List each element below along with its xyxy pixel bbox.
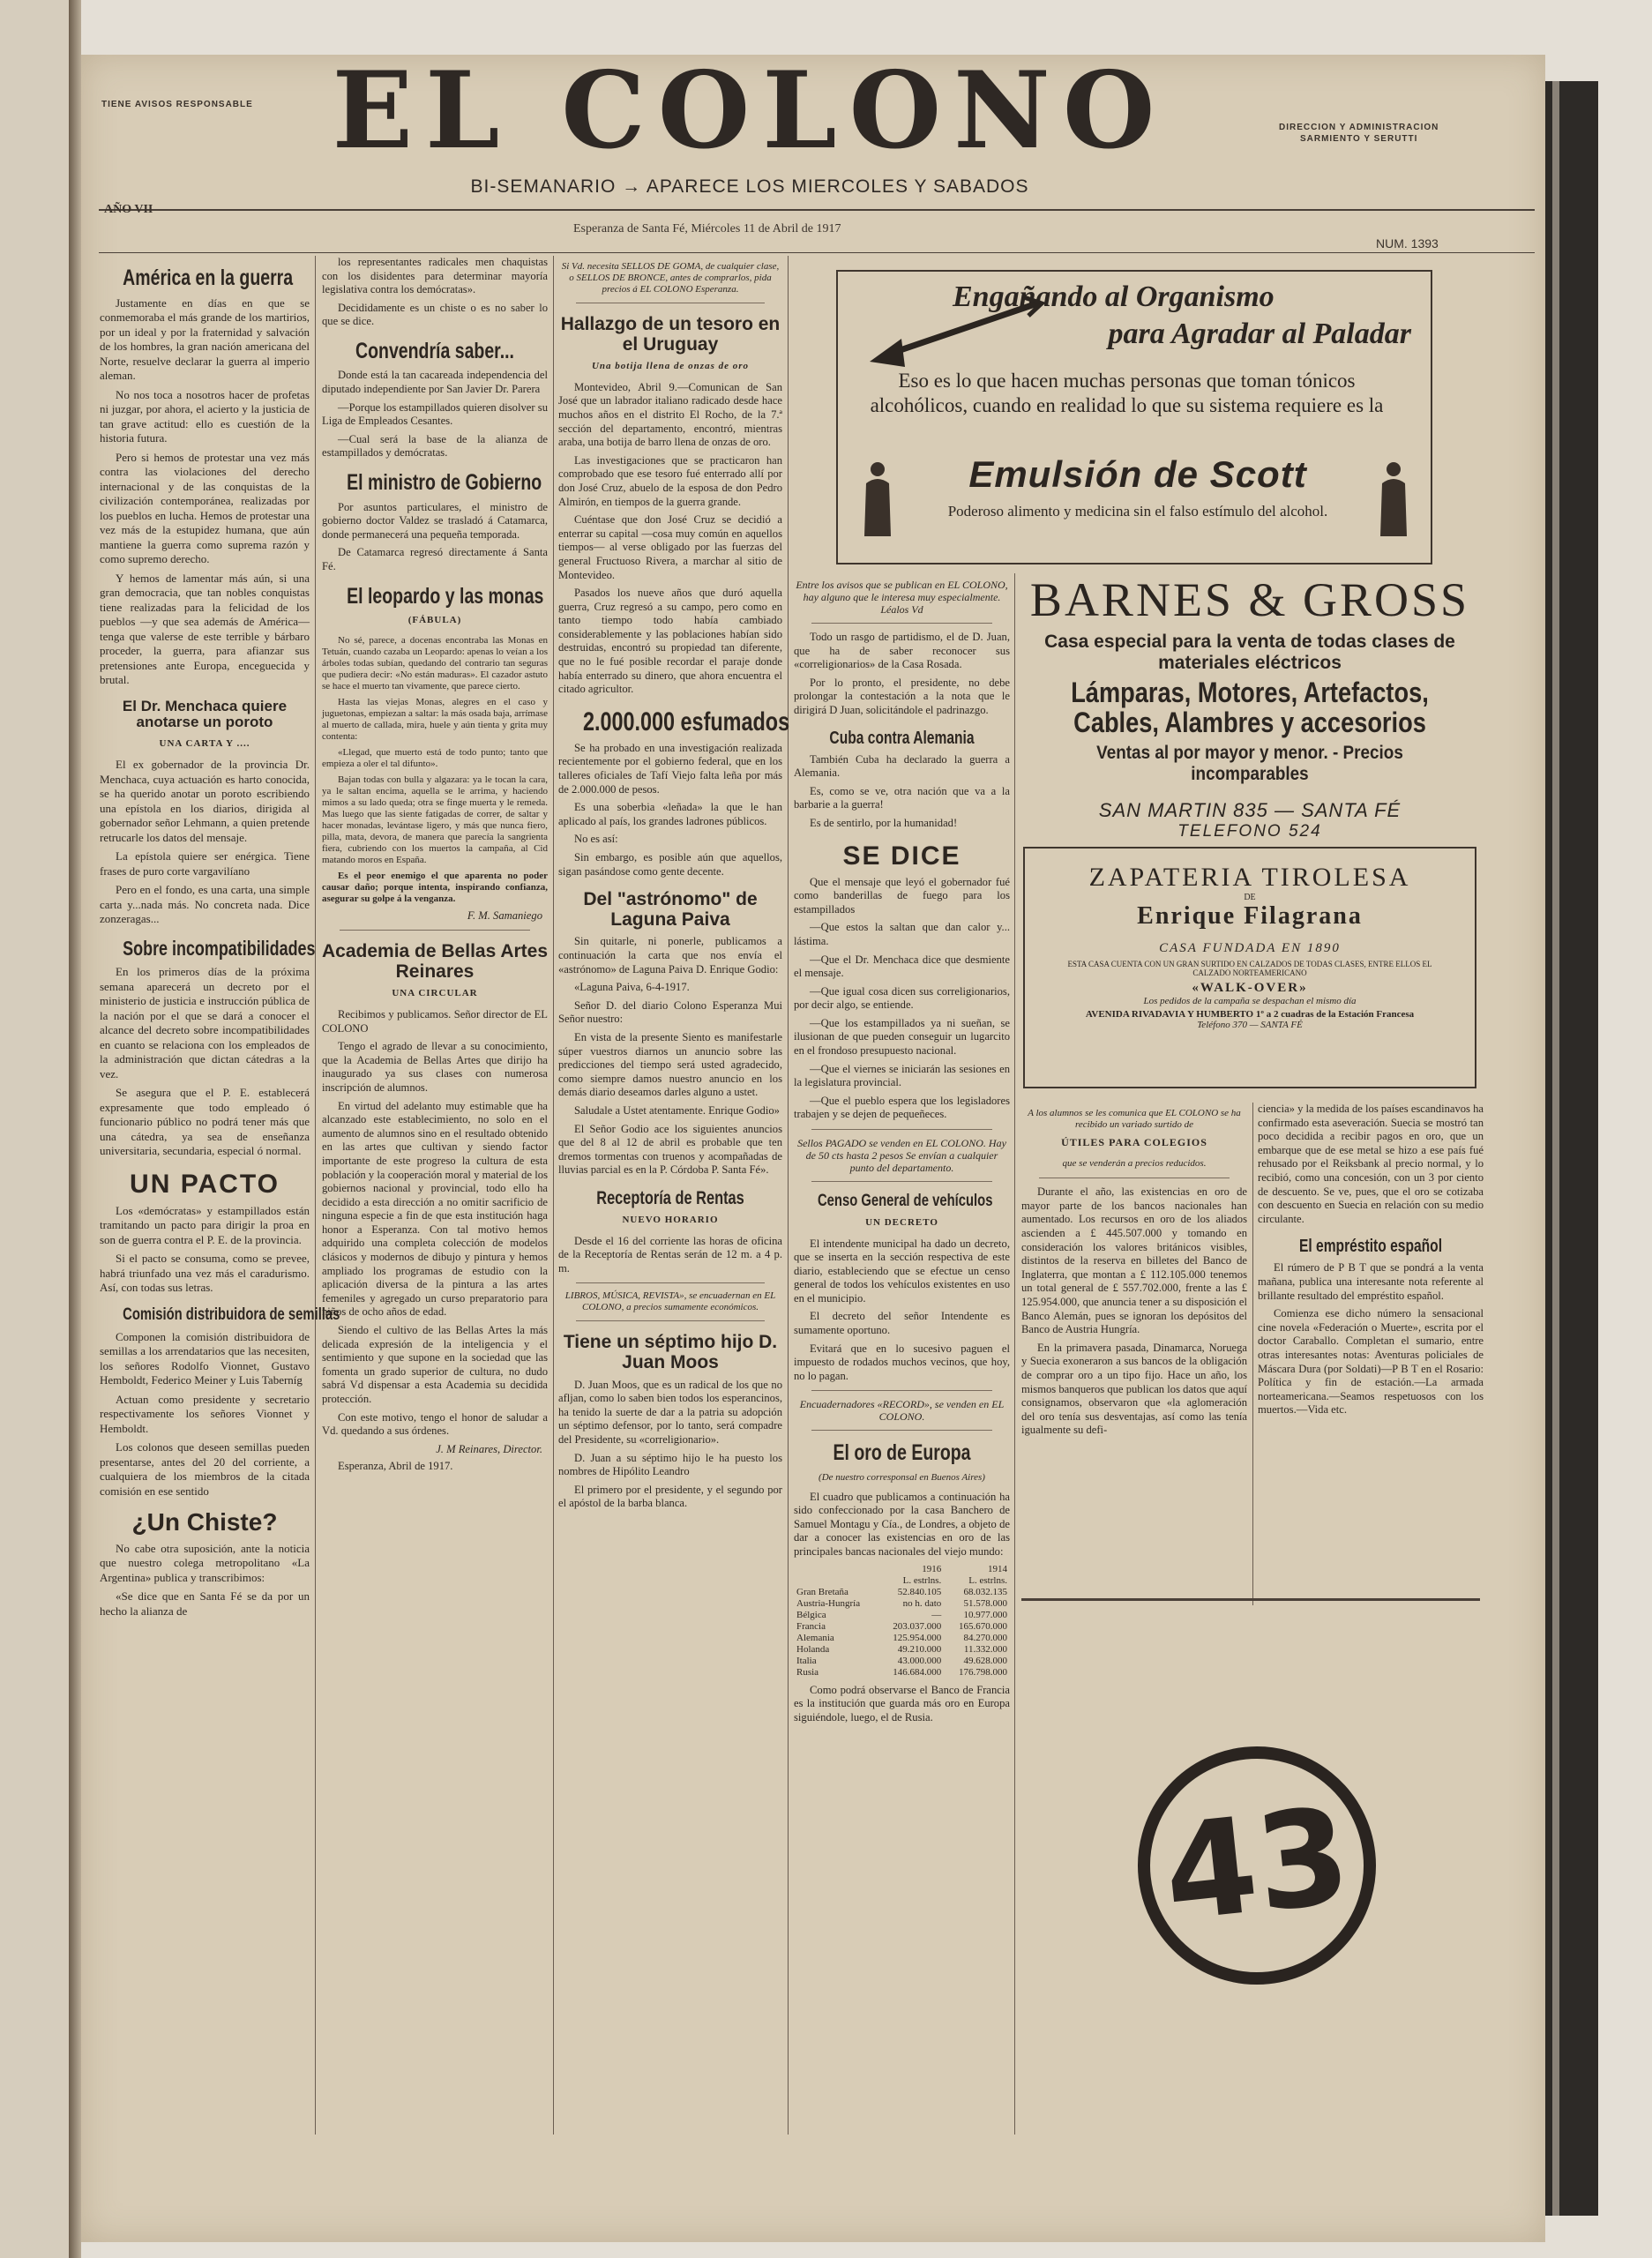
ad-body: ESTA CASA CUENTA CON UN GRAN SURTIDO EN CALZADOS DE TODAS CLASES, ENTRE ELLOS EL CALZADO NORTEAMERICANO bbox=[1067, 960, 1432, 977]
headline: 2.000.000 esfumados bbox=[582, 707, 790, 736]
headline: Comisión distribuidora de semillas bbox=[123, 1305, 340, 1324]
article-text: Con este motivo, tengo el honor de saludar a Vd. quedando a sus órdenes. bbox=[322, 1410, 548, 1438]
ad-founded: CASA FUNDADA EN 1890 bbox=[1159, 941, 1341, 955]
table-cell: 203.037.000 bbox=[893, 1620, 942, 1632]
signature: J. M Reinares, Director. bbox=[436, 1442, 542, 1455]
article-text: Esperanza, Abril de 1917. bbox=[338, 1460, 453, 1473]
ad-headline: Engañando al Organismo bbox=[953, 280, 1275, 313]
article-text: Se ha probado en una investigación realizada recientemente por el gobierno federal, que en los talleres oficiales de Tafí Viejo falta leña por más de 2.000.000 de pesos. bbox=[558, 741, 782, 796]
table-cell: Alemania bbox=[796, 1632, 834, 1643]
archive-stamp: 43 bbox=[1126, 1735, 1388, 1997]
table-cell: 1916 bbox=[922, 1563, 942, 1574]
divider bbox=[811, 1430, 992, 1431]
article-text: El decreto del señor Intendente es sumamente oportuno. bbox=[794, 1310, 1010, 1337]
divider bbox=[811, 1390, 992, 1391]
article-text: —Que los estampillados ya ni sueñan, se ilusionan de que pueden conseguir un lugarcito en el frondoso presupuesto nacional. bbox=[794, 1016, 1010, 1058]
table-row bbox=[794, 1610, 1010, 1621]
issue-number: NUM. 1393 bbox=[1376, 236, 1439, 250]
article-text: Tengo el agrado de llevar a su conocimiento, que la Academia de Bellas Artes que dirijo ha inaugurado ya sus clases con numerosa inscripción de alumnos. bbox=[322, 1040, 548, 1094]
divider bbox=[811, 1181, 992, 1182]
article-text: «Laguna Paiva, 6-4-1917. bbox=[574, 981, 690, 994]
ad-body: Los pedidos de la campaña se despachan el mismo día bbox=[1143, 996, 1357, 1006]
article-text: Las investigaciones que se practicaron han comprobado que ese tesoro fué enterrado allí por don José Cruz, abuelo de la esposa de don Pedro Almirón, en tiempos de la guerra grande. bbox=[558, 453, 782, 508]
table-cell: Austria-Hungría bbox=[796, 1597, 861, 1609]
ad-brand-walkover: «WALK-OVER» bbox=[1192, 981, 1308, 995]
table-cell: Bélgica bbox=[796, 1609, 826, 1620]
table-row bbox=[794, 1644, 1010, 1656]
ad-body: Ventas al por mayor y menor. - Precios incomparables bbox=[1096, 743, 1403, 784]
small-ad: que se venderán a precios reducidos. bbox=[1062, 1157, 1207, 1169]
masthead-left-note: TIENE AVISOS RESPONSABLE bbox=[101, 100, 253, 109]
table-row bbox=[794, 1667, 1010, 1679]
table-cell: 1914 bbox=[988, 1563, 1007, 1574]
table-cell: 176.798.000 bbox=[959, 1666, 1007, 1678]
subheadline: UNA CARTA Y .... bbox=[159, 737, 250, 749]
table-cell: Italia bbox=[796, 1655, 817, 1666]
article-text: —Que el pueblo espera que los legisladores trabajen y se dejen de pequeñeces. bbox=[794, 1094, 1010, 1121]
figure-icon bbox=[1372, 457, 1416, 545]
table-cell: L. estrlns. bbox=[968, 1574, 1007, 1586]
column-1 bbox=[100, 256, 340, 2135]
small-ad: Sellos PAGADO se venden en EL COLONO. Hay de 50 cts hasta 2 pesos Se envían a cualquier punto del departamento. bbox=[797, 1137, 1006, 1175]
zapateria-tirolesa-ad bbox=[1023, 847, 1476, 1088]
article-text: El Señor Godio ace los siguientes anuncios que del 8 al 12 de abril es probable que ten dremos tormentas con truenos y acompañadas de lluvias parcial es en la P. Córdoba P. Santa Fé». bbox=[558, 1122, 782, 1177]
arrow-icon bbox=[852, 293, 1055, 372]
article-text: —Que estos la saltan que dan calor y... lástima. bbox=[794, 921, 1010, 947]
ad-phone: TELEFONO 524 bbox=[1177, 822, 1322, 841]
fisherman-icon bbox=[856, 457, 900, 545]
divider bbox=[811, 623, 992, 624]
table-cell: 84.270.000 bbox=[963, 1632, 1007, 1643]
small-ad: A los alumnos se les comunica que EL COLONO se ha recibido un variado surtido de bbox=[1028, 1108, 1241, 1130]
article-text: ciencia» y la medida de los países escandinavos ha confirmado esta aseveración. Suecia se mostró tan poco decidida a recibir pagos en oro, que un embarque que de ese metal se hizo a ese país fué rehusado por el Reiksbank al precio normal, y lo recibió, como una concesión, con un 3 por ciento de descuento. Se ve, pues, que el oro se cotizaba con descuento en Suecia en relación con su medio circulante. bbox=[1258, 1103, 1484, 1225]
headline: Censo General de vehículos bbox=[817, 1192, 993, 1211]
article-text: Recibimos y publicamos. Señor director de EL COLONO bbox=[322, 1007, 548, 1035]
barnes-gross-ad bbox=[1020, 573, 1479, 841]
article-text: Desde el 16 del corriente las horas de oficina de la Receptoría de Rentas serán de 12 m. a 4 p. m. bbox=[558, 1234, 782, 1275]
article-text: Como podrá observarse el Banco de Francia es la institución que guarda más oro en Europa siguiéndole, luego, el de Rusia. bbox=[794, 1683, 1010, 1723]
table-cell bbox=[794, 1564, 878, 1575]
article-text: Si el pacto se consuma, como se prevee, habrá triunfado una vez más el caradurismo. Así, con todas sus letras. bbox=[100, 1252, 310, 1295]
article-text: Evitará que en lo sucesivo paguen el impuesto de rodados muchos vecinos, que hoy, no lo pagan. bbox=[794, 1342, 1010, 1382]
table-row bbox=[794, 1656, 1010, 1667]
divider bbox=[576, 1282, 765, 1283]
ad-owner: Enrique Filagrana bbox=[1137, 902, 1363, 930]
column-rule bbox=[1252, 1103, 1253, 1605]
fable-text: Bajan todas con bulla y algazara: ya le tocan la cara, ya le saltan encima, aquella se le arrima, y haciendo mimos a su lado queda; otra se finge muerta y le remeda. Mas luego que las siente fatigadas de correr, de saltar y hacer monadas, levántase ligero, y más que nunca fiero, pilla, mata, devora, de manera que parecía la sangrienta fiera, cubriendo con los muertos la campaña, al Cid matando moros en España. bbox=[322, 774, 548, 865]
article-text: Es una soberbia «leñada» la que le han aplicado al país, los grandes ladrones públicos. bbox=[558, 801, 782, 827]
ad-brand: BARNES & GROSS bbox=[1029, 573, 1470, 626]
book-gutter bbox=[69, 0, 81, 2258]
article-text: —Porque los estampillados quieren disolver su Liga de Empleados Cesantes. bbox=[322, 400, 548, 428]
headline: ¿Un Chiste? bbox=[131, 1508, 278, 1536]
ad-products: Lámparas, Motores, Artefactos, Cables, Alambres y accesorios bbox=[1071, 677, 1429, 738]
article-text: Componen la comisión distribuidora de semillas a los arrendatarios que las necesiten, los señores Rodolfo Vionnet, Gustavo Hemboldt, Federico Meiner y Luis Taberníg bbox=[100, 1329, 310, 1387]
headline: El empréstito español bbox=[1298, 1237, 1443, 1257]
ad-brand: ZAPATERIA TIROLESA bbox=[1088, 863, 1411, 892]
headline: El oro de Europa bbox=[833, 1440, 971, 1466]
article-text: Por asuntos particulares, el ministro de gobierno doctor Valdez se trasladó á Catamarca, donde permanecerá una pequeña temporada. bbox=[322, 500, 548, 541]
table-cell: 146.684.000 bbox=[893, 1666, 942, 1678]
headline: Academia de Bellas Artes Reinares bbox=[322, 941, 549, 983]
table-row bbox=[794, 1633, 1010, 1644]
table-row bbox=[794, 1621, 1010, 1633]
headline: Receptoría de Rentas bbox=[596, 1187, 744, 1208]
scott-emulsion-ad bbox=[836, 270, 1432, 564]
small-ad: LIBROS, MÚSICA, REVISTA», se encuadernan en EL COLONO, a precios sumamente económicos. bbox=[564, 1290, 776, 1313]
headline: UN PACTO bbox=[130, 1169, 280, 1199]
subheadline: (De nuestro corresponsal en Buenos Aires) bbox=[819, 1471, 985, 1483]
article-text: Es de sentirlo, por la humanidad! bbox=[810, 816, 958, 829]
subheadline: (FÁBULA) bbox=[407, 615, 462, 625]
headline: Cuba contra Alemania bbox=[829, 728, 975, 748]
column-rule bbox=[1014, 573, 1015, 2135]
table-cell: L. estrlns. bbox=[902, 1574, 942, 1586]
column-rule bbox=[788, 256, 789, 2135]
article-text: De Catamarca regresó directamente á Santa Fé. bbox=[322, 546, 548, 572]
fable-text: No sé, parece, a docenas encontraba las Monas en Tetuán, cuando cazaba un Leopardo: apenas lo veían a los árboles todas subían, quedando del contrario tan seguras que pudiera decir: «No están maduras». El cazador astuto se hace el muerto tan vivamente, que parece cierto. bbox=[322, 634, 548, 692]
ad-brand: Emulsión de Scott bbox=[968, 453, 1307, 495]
article-text: No es así: bbox=[574, 833, 618, 846]
table-cell: 49.210.000 bbox=[897, 1643, 942, 1655]
ad-phone: Teléfono 370 — SANTA FÉ bbox=[1197, 1020, 1303, 1030]
article-text: En vista de la presente Siento es manifestarle súper vuestros diarnos un anuncio sobre las predicciones del tiempo será usted agradecido, como siempre damos nuestro anuncio en los demás diario deseamos darles alguno a ustet. bbox=[558, 1030, 782, 1099]
table-cell: Rusia bbox=[796, 1666, 819, 1678]
column-2 bbox=[322, 256, 548, 2135]
article-text: En la primavera pasada, Dinamarca, Noruega y Suecia exoneraron a sus bancos de la obligación de comprar oro a un tipo fijo. Hace un año, los mismos banqueros que publican los datos que aquí consignamos, observaron que «la aglomeración del oro tenía sus desventajas, así como las tenía igualmente su defi- bbox=[1021, 1341, 1247, 1437]
column-3 bbox=[558, 256, 790, 2135]
article-text: Y hemos de lamentar más aún, si una gran democracia, que tan nobles conquistas tiene realizadas para la felicidad de los pueblos —y que sea además de América— tenga que valerse de este terrible y bárbaro proceder, la guerra, para afianzar sus pretensiones ante Europa, enceguecida y brutal. bbox=[100, 571, 310, 686]
table-cell: 125.954.000 bbox=[893, 1632, 942, 1643]
ad-address: SAN MARTIN 835 — SANTA FÉ bbox=[1098, 799, 1402, 821]
article-text: La epístola quiere ser enérgica. Tiene frases de puro corte vargavilíano bbox=[100, 849, 310, 878]
article-text: Los «demócratas» y estampillados están tramitando un pacto para dirigir la proa en son de guerra contra el P. E. de la provincia. bbox=[100, 1203, 310, 1246]
article-text: En virtud del adelanto muy estimable que ha alcanzado este establecimiento, no solo en el aumento de alumnos sino en el resultado obtenido en las artes que cultivan y siendo factor importante de este progreso la cultura de esta población y la cooperación moral y material de los gobiernos nacional y provincial, todo ello ha decidido a esta dirección a no omitir sacrificio de ninguna especie a fin de que esta institución haga honor a Esperanza. Con tal motivo hemos adquirido una completa colección de modelos clásicos y modernos de dibujo y pintura y hemos ampliado los programas de estudio con la aplicación diversa de la pintura a las artes femeniles y agregado un curso preparatorio para niños de ocho años de edad. bbox=[322, 1099, 548, 1319]
table-header bbox=[794, 1564, 1010, 1575]
article-text: Durante el año, las existencias en oro de mayor parte de los bancos nacionales han aumentado. Los recursos en oro de los aliados ascienden a £ 445.507.000 y tomando en consideración los valores británicos visibles, distintos de la reserva en billetes del Banco de Inglaterra, que montan a £ 112.105.000 tenemos un total general de £ 557.702.000, frente a las £ 125.954.000, que anuncia tener a su disposición el Banco Alemán, pues se ignoran los depósitos del Banco de Austria Hungría. bbox=[1021, 1185, 1247, 1336]
small-ad: Si Vd. necesita SELLOS DE GOMA, de cualquier clase, o SELLOS DE BRONCE, antes de comprarlos, pida precios á EL COLONO Esperanza. bbox=[561, 261, 780, 295]
binding-edge bbox=[1552, 81, 1559, 2216]
article-text: Saludale a Ustet atentamente. Enrique Godio» bbox=[574, 1103, 780, 1117]
article-text: Por lo pronto, el presidente, no debe prolongar la contestación a la nota que le dirigirá D Juan, solicitándole el padrinazgo. bbox=[794, 676, 1010, 716]
table-cell: 165.670.000 bbox=[959, 1620, 1007, 1632]
article-text: Es, como se ve, otra nación que va a la barbarie a la guerra! bbox=[794, 784, 1010, 811]
table-cell: Holanda bbox=[796, 1643, 830, 1655]
table-cell: Francia bbox=[796, 1620, 826, 1632]
small-ad: Encuadernadores «RECORD», se venden en EL COLONO. bbox=[799, 1398, 1005, 1424]
article-text: En los primeros días de la próxima semana aparecerá un decreto por el ministerio de justicia e instrucción pública de la nación por el que se dará a conocer el alcance del decreto sobre incompatibilidades en cuanto se relaciona con los empleados de la administración que dictan cátedras a la vez. bbox=[100, 965, 310, 1080]
table-cell: 68.032.135 bbox=[963, 1586, 1007, 1597]
signature: F. M. Samaniego bbox=[467, 908, 542, 922]
table-cell: 43.000.000 bbox=[897, 1655, 942, 1666]
headline: SE DICE bbox=[842, 841, 961, 871]
article-text: Sin quitarle, ni ponerle, publicamos a continuación la carta que nos envía el «astrónomo» de Laguna Paiva D. Enrique Godio: bbox=[558, 935, 782, 976]
divider bbox=[576, 1320, 765, 1321]
article-text: El ex gobernador de la provincia Dr. Menchaca, cuya actuación es harto conocida, se ha querido anotar un poroto escribiendo una epístola en los diarios, dirigida al gobernador señor Lehmann, a quien pretende retrucarle los datos del mensaje. bbox=[100, 758, 310, 844]
headline: América en la guerra bbox=[123, 265, 294, 290]
table-cell: 52.840.105 bbox=[897, 1586, 942, 1597]
headline: El leopardo y las monas bbox=[347, 583, 544, 609]
table-cell: 51.578.000 bbox=[963, 1597, 1007, 1609]
article-text: Pasados los nueve años que duró aquella guerra, Cruz regresó a su campo, pero como en tanto tiempo todo había cambiado considerablemente y las poblaciones habían sido destruidas, encontró su propiedad tan diferente, que no le fué posible recordar el paraje donde había enterrado su dinero, que ahora encuentra el citado agricultor. bbox=[558, 587, 782, 696]
masthead-rule-top bbox=[99, 209, 1535, 211]
headline: El ministro de Gobierno bbox=[347, 470, 542, 496]
table-cell: 10.977.000 bbox=[963, 1609, 1007, 1620]
divider bbox=[811, 1129, 992, 1130]
article-text: El rúmero de P B T que se pondrá a la venta mañana, publica una interesante nota referente al brillante resultado del empréstito español. bbox=[1258, 1261, 1484, 1302]
ad-body: Eso es lo que hacen muchas personas que toman tónicos alcohólicos, cuando en realidad lo que su sistema requiere es la bbox=[870, 370, 1384, 416]
article-text: No nos toca a nosotros hacer de profetas ni juzgar, por ahora, el acierto y la justicia de tan grave actitud: ello es cuestión de la historia futura. bbox=[100, 387, 310, 445]
article-text: Sin embargo, es posible aún que aquellos, sigan pasándose como gente decente. bbox=[558, 851, 782, 878]
gold-reserves-table bbox=[794, 1564, 1010, 1679]
article-text: Donde está la tan cacareada independencia del diputado independiente por San Javier Dr. Parera bbox=[322, 369, 548, 396]
article-text: Siendo el cultivo de las Bellas Artes la más delicada expresión de la inteligencia y el sentimiento y que supone en la sociedad que las fomenta un grado superior de cultura, no dudo sabrá Vd dispensar a esta Academia su decidida protección. bbox=[322, 1324, 548, 1405]
table-cell: 11.332.000 bbox=[963, 1643, 1007, 1655]
issue-year: AÑO VII bbox=[104, 203, 153, 216]
newspaper-subtitle: BI-SEMANARIO → APARECE LOS MIERCOLES Y SABADOS bbox=[470, 176, 1029, 197]
subheadline: NUEVO HORARIO bbox=[622, 1214, 719, 1225]
article-text: No cabe otra suposición, ante la noticia que nuestro colega metropolitano «La Argentina» publica y transcribimos: bbox=[100, 1541, 310, 1584]
column-rule bbox=[315, 256, 316, 2135]
article-text: Justamente en días en que se conmemoraba el más grande de los martirios, por un ideal y por la fraternidad y salvación de los hombres, la gran nación americana del Norte, resuelve declarar la guerra al imperio aleman. bbox=[100, 295, 310, 382]
small-ad-headline: ÚTILES PARA COLEGIOS bbox=[1061, 1136, 1207, 1148]
masthead-right-note: DIRECCION Y ADMINISTRACION SARMIENTO Y SERUTTI bbox=[1279, 123, 1439, 144]
table-header bbox=[794, 1575, 1010, 1587]
headline: Tiene un séptimo hijo D. Juan Moos bbox=[563, 1332, 778, 1373]
newspaper-title: EL COLONO bbox=[332, 49, 1168, 173]
article-text: Pero si hemos de protestar una vez más contra las violaciones del derecho internacional y de las conquistas de la civilización contemporánea, realizadas por los pueblos en lucha. Hemos de protestar una vez más de la estupidez humana, que aún mantiene la guerra como suprema razón y como supremo derecho. bbox=[100, 450, 310, 565]
table-cell: no h. dato bbox=[902, 1597, 942, 1609]
article-text: —Cual será la base de la alianza de estampillados y demócratas. bbox=[322, 432, 548, 460]
fragment bbox=[0, 0, 1652, 51]
article-text: Los colonos que deseen semillas pueden presentarse, antes del 20 del corriente, a cualquiera de los miembros de la citada comisión en ese sentido bbox=[100, 1440, 310, 1498]
headline: El Dr. Menchaca quiere anotarse un poroto bbox=[122, 697, 288, 731]
subheadline: UNA CIRCULAR bbox=[392, 988, 478, 999]
article-text: Todo un rasgo de partidismo, el de D. Juan, que ha de saber reconocer sus «correligionarios» de la Casa Rosada. bbox=[794, 631, 1010, 671]
article-text: Actuan como presidente y secretario respectivamente los señores Vionnet y Hemboldt. bbox=[100, 1392, 310, 1435]
article-text: Decididamente es un chiste o es no saber lo que se dice. bbox=[322, 301, 548, 328]
article-text: También Cuba ha declarado la guerra a Alemania. bbox=[794, 752, 1010, 780]
ad-address: AVENIDA RIVADAVIA Y HUMBERTO 1º a 2 cuadras de la Estación Francesa bbox=[1085, 1009, 1415, 1020]
article-text: Pero en el fondo, es una carta, una simple carta y...nada más. No concreta nada. Dice zonzeragas... bbox=[100, 883, 310, 926]
table-row bbox=[794, 1587, 1010, 1598]
small-ad: Entre los avisos que se publican en EL COLONO, hay alguno que le interesa muy especialmente. Léalos Vd bbox=[796, 579, 1008, 616]
ad-connector: DE bbox=[1244, 893, 1256, 902]
table-cell: — bbox=[931, 1609, 942, 1620]
article-text: Señor D. del diario Colono Esperanza Mui Señor nuestro: bbox=[558, 998, 782, 1026]
headline: Del "astrónomo" de Laguna Paiva bbox=[583, 889, 758, 931]
subheadline: UN DECRETO bbox=[865, 1216, 938, 1228]
table-cell: 49.628.000 bbox=[963, 1655, 1007, 1666]
section-rule bbox=[1021, 1598, 1480, 1601]
ad-body: Casa especial para la venta de todas clases de materiales eléctricos bbox=[1044, 632, 1455, 673]
article-text: Se asegura que el P. E. establecerá expresamente que todo empleado ó funcionario público no podrá tener más que una cátedra, ya sea de enseñanza universitaria, secundaria, especial ó normal. bbox=[100, 1086, 310, 1158]
column-rule bbox=[553, 256, 554, 2135]
ad-headline: para Agradar al Paladar bbox=[1108, 318, 1411, 350]
article-text: El cuadro que publicamos a continuación ha sido confeccionado por la casa Banchero de Samuel Montagu y Cía., de Londres, a objeto de dar a conocer las existencias en oro de las principales bancas nacionales del viejo mundo: bbox=[794, 1490, 1010, 1558]
fable-text: Hasta las viejas Monas, alegres en el caso y juguetonas, empiezan a saltar: la más osada baja, arrímase al muerto de callada, mira, huele y aún tienta y grita muy contenta: bbox=[322, 696, 548, 742]
column-6 bbox=[1258, 1103, 1484, 1614]
article-text: Montevideo, Abril 9.—Comunican de San José que un labrador italiano radicado desde hace muchos años en el distrito El Rocho, de la 7.ª sección del departamento, encontró, mientras araba, una botija de barro llena de onzas de oro. bbox=[558, 380, 782, 449]
fable-text: «Llegad, que muerto está de todo punto; tanto que empieza a oler el tal difunto». bbox=[322, 746, 548, 769]
divider bbox=[340, 930, 530, 931]
headline: Convendría saber... bbox=[355, 338, 514, 363]
table-row bbox=[794, 1598, 1010, 1610]
issue-date: Esperanza de Santa Fé, Miércoles 11 de Abril de 1917 bbox=[573, 222, 841, 236]
table-cell: Gran Bretaña bbox=[796, 1586, 848, 1597]
facing-page-edge bbox=[0, 0, 71, 2258]
article-text: D. Juan a su séptimo hijo le ha puesto los nombres de Hipólito Leandro bbox=[558, 1451, 782, 1478]
article-text: los representantes radicales men chaquistas con los disidentes para determinar mayoría legislativa contra los demócratas». bbox=[322, 256, 548, 296]
article-text: —Que igual cosa dicen sus correligionarios, por decir algo, se entiende. bbox=[794, 984, 1010, 1012]
article-text: Que el mensaje que leyó el gobernador fué como banderillas de fuego para los estampillados bbox=[794, 875, 1010, 916]
masthead-rule-bottom bbox=[99, 252, 1535, 253]
article-text: Cuéntase que don José Cruz se decidió a enterrar su capital —cosa muy común en aquellos tiempos— al verse obligado por las fuerzas del general Fructuoso Rivera, a marchar al sitio de Montevideo. bbox=[558, 513, 782, 581]
column-4 bbox=[794, 573, 1010, 2135]
table-cell bbox=[794, 1575, 878, 1587]
fable-moral: Es el peor enemigo el que aparenta no poder causar daño; porque intenta, inspirando confianza, asegurar su golpe á la venganza. bbox=[322, 870, 548, 904]
headline: Sobre incompatibilidades bbox=[123, 936, 316, 960]
headline: Hallazgo de un tesoro en el Uruguay bbox=[560, 314, 781, 355]
article-text: —Que el viernes se iniciarán las sesiones en la legislatura provincial. bbox=[794, 1062, 1010, 1089]
subheadline: Una botija llena de onzas de oro bbox=[591, 361, 750, 372]
article-text: —Que el Dr. Menchaca dice que desmiente el mensaje. bbox=[794, 953, 1010, 980]
article-text: El intendente municipal ha dado un decreto, que se inserta en la sección respectiva de este diario, estableciendo que se efectue un censo general de todos los vehículos existentes en uso en el municipio. bbox=[794, 1237, 1010, 1305]
ad-tagline: Poderoso alimento y medicina sin el falso estímulo del alcohol. bbox=[947, 503, 1328, 520]
article-text: D. Juan Moos, que es un radical de los que no afljan, como lo saben bien todos los esperancinos, ha tenido la suerte de dar a la patria su adopción un séptimo defensor, por lo tanto, será compadre del Presidente, su «correligionario». bbox=[558, 1378, 782, 1446]
column-5 bbox=[1021, 1103, 1247, 1614]
article-text: «Se dice que en Santa Fé se da por un hecho la alianza de bbox=[100, 1589, 310, 1618]
article-text: Comienza ese dicho número la sensacional cine novela «Federación o Muerte», escrita por el doctor Caraballo. Completan el sumario, entre otras interesantes notas: Aventuras policiales de Máscara Dura (por Soldati)—P B T en el Rosario: Política y fin de estación.—La armada norteamericana.—Seamos respetuosos con los muertos.—Vida etc. bbox=[1258, 1307, 1484, 1417]
article-text: El primero por el presidente, y el segundo por el apóstol de la barba blanca. bbox=[558, 1483, 782, 1510]
